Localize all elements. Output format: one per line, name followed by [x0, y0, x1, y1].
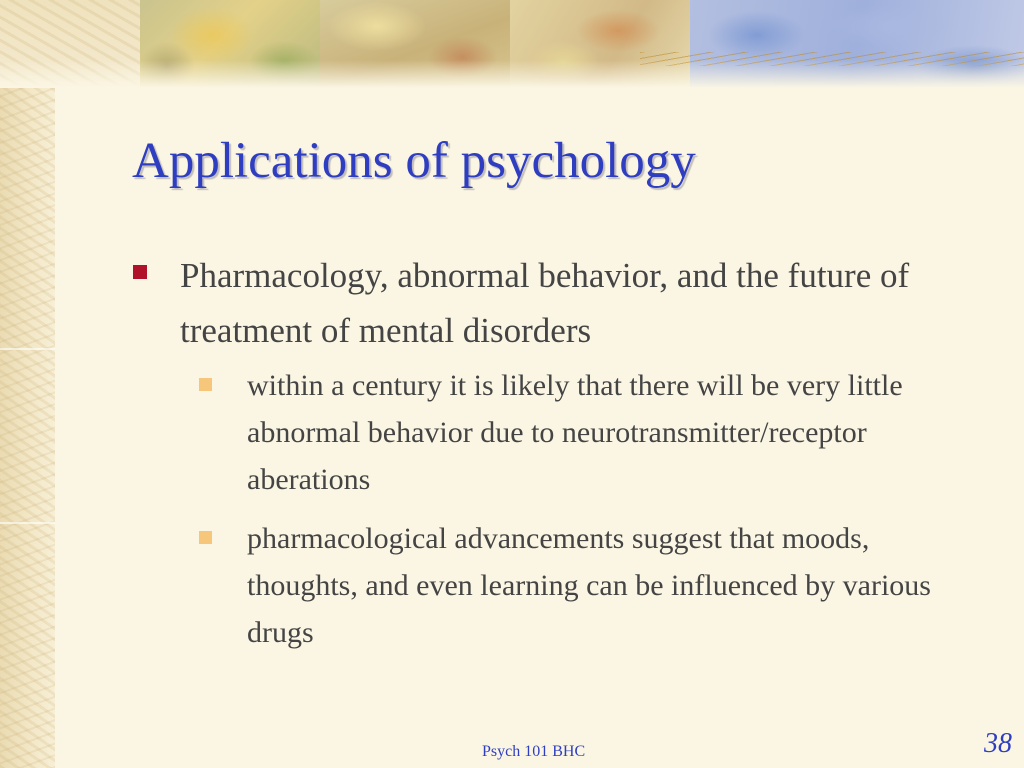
- banner-fade: [0, 60, 1024, 88]
- square-bullet-icon: [199, 378, 212, 391]
- strip-seam: [0, 348, 55, 350]
- strip-seam: [0, 522, 55, 524]
- square-bullet-icon: [133, 265, 147, 279]
- slide-title: Applications of psychology: [132, 133, 696, 189]
- decorative-banner: [0, 0, 1024, 88]
- slide-footer: Psych 101 BHC: [482, 743, 586, 760]
- page-number: 38: [984, 728, 1012, 759]
- bullet-text: Pharmacology, abnormal behavior, and the future of treatment of mental disorders: [180, 256, 910, 350]
- left-parchment-strip: [0, 0, 55, 768]
- sub-bullet-text: pharmacological advancements suggest that moods, thoughts, and even learning can be influenced by various drugs: [247, 522, 931, 649]
- square-bullet-icon: [199, 531, 212, 544]
- sub-bullet-text: within a century it is likely that there will be very little abnormal behavior due to neurotransmitter/receptor aberations: [247, 369, 903, 496]
